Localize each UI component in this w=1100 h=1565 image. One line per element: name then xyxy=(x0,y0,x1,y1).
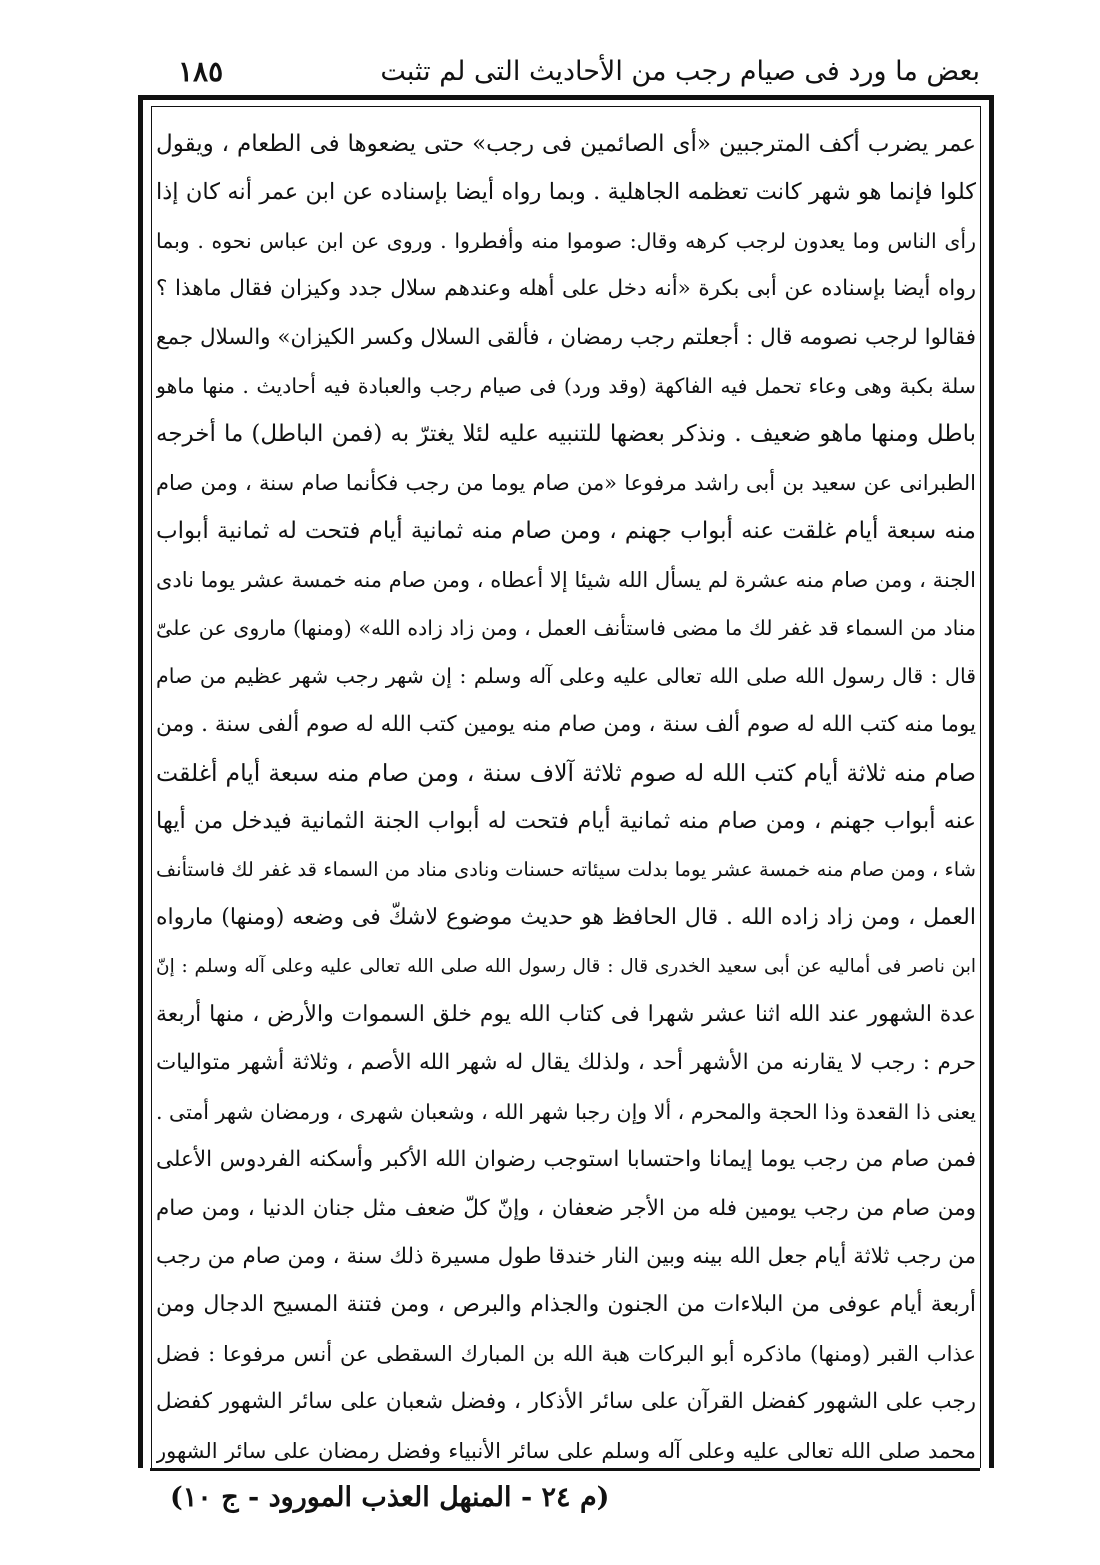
text-line: رواه أيضا بإسناده عن أبى بكرة «أنه دخل على أهله وعندهم سلال جدد وكيزان فقال ماهذا ؟ xyxy=(156,276,976,302)
running-header xyxy=(150,48,980,100)
text-line: ومن صام من رجب يومين فله من الأجر ضعفان ، وإنّ كلّ ضعف مثل جنان الدنيا ، ومن صام xyxy=(156,1195,976,1221)
text-line: فقالوا لرجب نصومه قال : أجعلتم رجب رمضان ، فألقى السلال وكسر الكيزان» والسلال جمع xyxy=(156,324,976,350)
text-line: يعنى ذا القعدة وذا الحجة والمحرم ، ألا وإن رجبا شهر الله ، وشعبان شهرى ، ورمضان شهر أمتى . xyxy=(156,1099,976,1124)
text-line: مناد من السماء قد غفر لك ما مضى فاستأنف العمل ، ومن زاد زاده الله» (ومنها) ماروى عن علىّ xyxy=(156,615,976,640)
text-line: رأى الناس وما يعدون لرجب كرهه وقال: صوموا منه وأفطروا . وروى عن ابن عباس نحوه . وبما xyxy=(156,228,976,253)
body-text xyxy=(156,120,976,1475)
text-line: قال : قال رسول الله صلى الله تعالى عليه وعلى آله وسلم : إن شهر رجب شهر عظيم من صام xyxy=(156,664,976,689)
text-line: حرم : رجب لا يقارنه من الأشهر أحد ، ولذلك يقال له شهر الله الأصم ، وثلاثة أشهر متواليات xyxy=(156,1050,976,1076)
text-line: عدة الشهور عند الله اثنا عشر شهرا فى كتاب الله يوم خلق السموات والأرض ، منها أربعة xyxy=(156,1002,976,1028)
text-line: ابن ناصر فى أماليه عن أبى سعيد الخدرى قال : قال رسول الله صلى الله تعالى عليه وعلى آله وسلم : إنّ xyxy=(156,955,976,977)
text-line: رجب على الشهور كفضل القرآن على سائر الأذكار ، وفضل شعبان على سائر الشهور كفضل xyxy=(156,1389,976,1415)
signature-mark: (م ٢٤ - المنهل العذب المورود - ج ١٠) xyxy=(170,1482,610,1513)
footer-rule xyxy=(150,1468,980,1471)
header-title: بعض ما ورد فى صيام رجب من الأحاديث التى لم تثبت xyxy=(380,56,980,87)
text-line: عمر يضرب أكف المترجبين «أى الصائمين فى رجب» حتى يضعوها فى الطعام ، ويقول xyxy=(156,131,976,157)
text-line: منه سبعة أيام غلقت عنه أبواب جهنم ، ومن صام منه ثمانية أيام فتحت له ثمانية أبواب xyxy=(156,518,976,545)
text-line: من رجب ثلاثة أيام جعل الله بينه وبين النار خندقا طول مسيرة ذلك سنة ، ومن صام من رجب xyxy=(156,1243,976,1269)
text-line: سلة بكبة وهى وعاء تحمل فيه الفاكهة (وقد ورد) فى صيام رجب والعبادة فيه أحاديث . منها ماهو xyxy=(156,373,976,398)
text-line: باطل ومنها ماهو ضعيف . ونذكر بعضها للتنبيه عليه لئلا يغترّ به (فمن الباطل) ما أخرجه xyxy=(156,421,976,448)
text-line: يوما منه كتب الله له صوم ألف سنة ، ومن صام منه يومين كتب الله له صوم ألفى سنة . ومن xyxy=(156,711,976,737)
text-line: الطبرانى عن سعيد بن أبى راشد مرفوعا «من صام يوما من رجب فكأنما صام سنة ، ومن صام xyxy=(156,470,976,495)
text-line: العمل ، ومن زاد زاده الله . قال الحافظ هو حديث موضوع لاشكّ فى وضعه (ومنها) مارواه xyxy=(156,905,976,931)
text-line: صام منه ثلاثة أيام كتب الله له صوم ثلاثة آلاف سنة ، ومن صام منه سبعة أيام أغلقت xyxy=(156,759,976,788)
text-line: عذاب القبر (ومنها) ماذكره أبو البركات هبة الله بن المبارك السقطى عن أنس مرفوعا : فضل xyxy=(156,1341,976,1366)
text-line: أربعة أيام عوفى من البلاءات من الجنون والجذام والبرص ، ومن فتنة المسيح الدجال ومن xyxy=(156,1292,976,1318)
text-line: الجنة ، ومن صام منه عشرة لم يسأل الله شيئا إلا أعطاه ، ومن صام منه خمسة عشر يوما نادى xyxy=(156,567,976,592)
text-line: كلوا فإنما هو شهر كانت تعظمه الجاهلية . وبما رواه أيضا بإسناده عن ابن عمر أنه كان إذا xyxy=(156,179,976,206)
page-number: ١٨٥ xyxy=(178,55,224,88)
text-line: عنه أبواب جهنم ، ومن صام منه ثمانية أيام فتحت له أبواب الجنة الثمانية فيدخل من أيها xyxy=(156,808,976,835)
text-line: فمن صام من رجب يوما إيمانا واحتسابا استوجب رضوان الله الأكبر وأسكنه الفردوس الأعلى xyxy=(156,1147,976,1173)
text-line: محمد صلى الله تعالى عليه وعلى آله وسلم على سائر الأنبياء وفضل رمضان على سائر الشهور xyxy=(156,1438,976,1463)
signature-footer xyxy=(150,1478,980,1518)
text-line: شاء ، ومن صام منه خمسة عشر يوما بدلت سيئاته حسنات ونادى مناد من السماء قد غفر لك فاستأنف xyxy=(156,857,976,881)
